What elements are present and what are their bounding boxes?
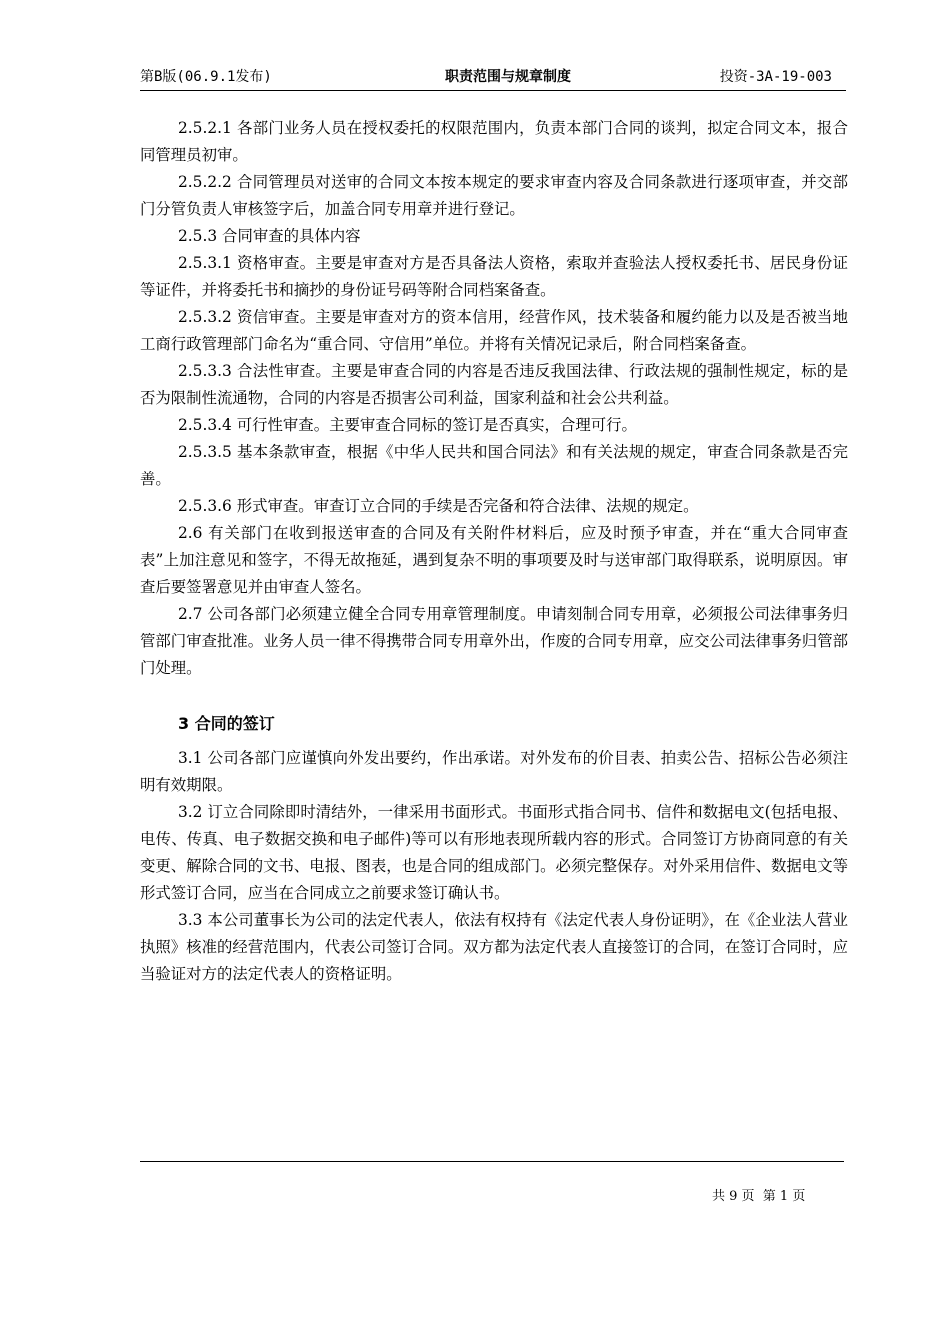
document-body <box>140 115 848 988</box>
page-number: 共 9 页 第 1 页 <box>712 1189 806 1204</box>
paragraph-2-5-3-2: 2.5.3.2 资信审查。主要是审查对方的资本信用，经营作风，技术装备和履约能力以及是否被当地工商行政管理部门命名为“重合同、守信用”单位。并将有关情况记录后，附合同档案备查。 <box>140 308 848 353</box>
document-title: 职责范围与规章制度 <box>445 69 571 85</box>
paragraph-2-5-3: 2.5.3 合同审查的具体内容 <box>178 227 361 245</box>
paragraph-2-5-3-1: 2.5.3.1 资格审查。主要是审查对方是否具备法人资格，索取并查验法人授权委托书、居民身份证等证件，并将委托书和摘抄的身份证号码等附合同档案备查。 <box>140 254 848 299</box>
paragraph-3-2: 3.2 订立合同除即时清结外，一律采用书面形式。书面形式指合同书、信件和数据电文(包括电报、电传、传真、电子数据交换和电子邮件)等可以有形地表现所载内容的形式。合同签订方协商同意的有关变更、解除合同的文书、电报、图表，也是合同的组成部门。必须完整保存。对外采用信件、数据电文等形式签订合同，应当在合同成立之前要求签订确认书。 <box>140 803 848 902</box>
document-code: 投资-3A-19-003 <box>719 69 832 85</box>
footer-divider <box>140 1161 844 1162</box>
paragraph-2-5-3-5: 2.5.3.5 基本条款审查，根据《中华人民共和国合同法》和有关法规的规定，审查合同条款是否完善。 <box>140 443 848 488</box>
paragraph-2-5-3-6: 2.5.3.6 形式审查。审查订立合同的手续是否完备和符合法律、法规的规定。 <box>178 497 699 515</box>
paragraph-2-5-2-2: 2.5.2.2 合同管理员对送审的合同文本按本规定的要求审查内容及合同条款进行逐项审查，并交部门分管负责人审核签字后，加盖合同专用章并进行登记。 <box>140 173 848 218</box>
paragraph-3-1: 3.1 公司各部门应谨慎向外发出要约，作出承诺。对外发布的价目表、拍卖公告、招标公告必须注明有效期限。 <box>140 749 848 794</box>
page-header <box>140 64 846 91</box>
paragraph-2-5-3-3: 2.5.3.3 合法性审查。主要是审查合同的内容是否违反我国法律、行政法规的强制性规定，标的是否为限制性流通物，合同的内容是否损害公司利益，国家利益和社会公共利益。 <box>140 362 848 407</box>
paragraph-3-3: 3.3 本公司董事长为公司的法定代表人，依法有权持有《法定代表人身份证明》，在《企业法人营业执照》核准的经营范围内，代表公司签订合同。双方都为法定代表人直接签订的合同，在签订合同时，应当验证对方的法定代表人的资格证明。 <box>140 911 848 983</box>
paragraph-2-5-3-4: 2.5.3.4 可行性审查。主要审查合同标的签订是否真实，合理可行。 <box>178 416 637 434</box>
version-label: 第B版(06.9.1发布) <box>140 69 272 85</box>
paragraph-2-7: 2.7 公司各部门必须建立健全合同专用章管理制度。申请刻制合同专用章，必须报公司法律事务归管部门审查批准。业务人员一律不得携带合同专用章外出，作废的合同专用章，应交公司法律事务归管部门处理。 <box>140 605 848 677</box>
paragraph-2-5-2-1: 2.5.2.1 各部门业务人员在授权委托的权限范围内，负责本部门合同的谈判，拟定合同文本，报合同管理员初审。 <box>140 119 848 164</box>
paragraph-2-6: 2.6 有关部门在收到报送审查的合同及有关附件材料后，应及时预予审查，并在“重大合同审查表”上加注意见和签字，不得无故拖延，遇到复杂不明的事项要及时与送审部门取得联系，说明原因。审查后要签署意见并由审查人签名。 <box>140 524 848 596</box>
section-heading: 3 合同的签订 <box>178 714 275 733</box>
